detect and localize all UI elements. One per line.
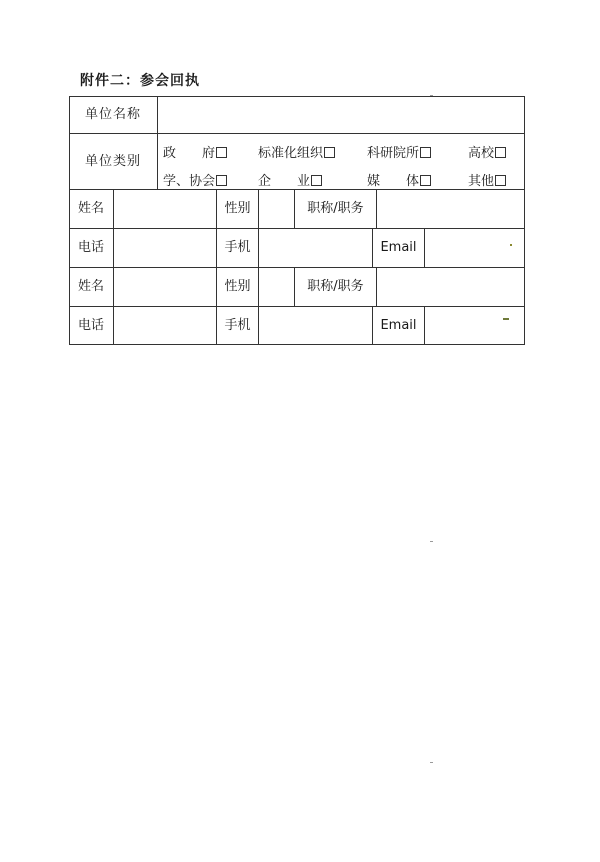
unit-name-field[interactable] [158, 97, 524, 133]
checkbox[interactable] [324, 147, 335, 158]
name-field[interactable] [114, 190, 216, 228]
gender-field[interactable] [259, 268, 294, 306]
email-field[interactable] [425, 229, 524, 267]
checkbox[interactable] [216, 175, 227, 186]
mobile-field[interactable] [259, 307, 372, 344]
name-label: 姓名 [77, 279, 104, 294]
gender-label: 性别 [224, 279, 251, 294]
email-label: Email [380, 317, 417, 333]
phone-field[interactable] [114, 229, 216, 267]
unit-category-label: 单位类别 [84, 153, 141, 169]
mobile-field[interactable] [259, 229, 372, 267]
category-option-research-institute[interactable]: 科研院所 [367, 142, 431, 161]
category-option-media[interactable]: 媒 体 [367, 170, 431, 189]
category-option-enterprise[interactable]: 企 业 [258, 170, 322, 189]
email-label: Email [380, 240, 417, 255]
name-field[interactable] [114, 268, 216, 306]
title-label: 职称/职务 [307, 201, 364, 216]
unit-name-label: 单位名称 [84, 107, 141, 122]
email-field[interactable] [425, 307, 524, 344]
title-field[interactable] [377, 268, 524, 306]
category-option-government[interactable]: 政 府 [163, 142, 227, 161]
category-option-standards-org[interactable]: 标准化组织 [258, 142, 335, 161]
phone-label: 电话 [77, 240, 104, 255]
page-title: 附件二：参会回执 [80, 73, 200, 89]
phone-label: 电话 [77, 317, 104, 333]
title-label: 职称/职务 [307, 279, 364, 294]
mobile-label: 手机 [224, 240, 251, 255]
checkbox[interactable] [495, 147, 506, 158]
scan-speck [430, 762, 433, 763]
checkbox[interactable] [495, 175, 506, 186]
form-border-bottom [69, 344, 525, 345]
registration-form [69, 96, 525, 345]
gender-label: 性别 [224, 201, 251, 216]
category-option-association[interactable]: 学、协会 [163, 170, 227, 189]
name-label: 姓名 [77, 201, 104, 216]
category-option-university[interactable]: 高校 [468, 142, 506, 161]
checkbox[interactable] [420, 175, 431, 186]
category-option-other[interactable]: 其他 [468, 170, 506, 189]
phone-field[interactable] [114, 307, 216, 344]
scan-speck [510, 244, 512, 246]
mobile-label: 手机 [224, 317, 251, 333]
gender-field[interactable] [259, 190, 294, 228]
title-field[interactable] [377, 190, 524, 228]
scan-speck [430, 95, 433, 96]
checkbox[interactable] [420, 147, 431, 158]
checkbox[interactable] [216, 147, 227, 158]
scan-speck [430, 541, 433, 542]
scan-speck [503, 318, 509, 320]
checkbox[interactable] [311, 175, 322, 186]
